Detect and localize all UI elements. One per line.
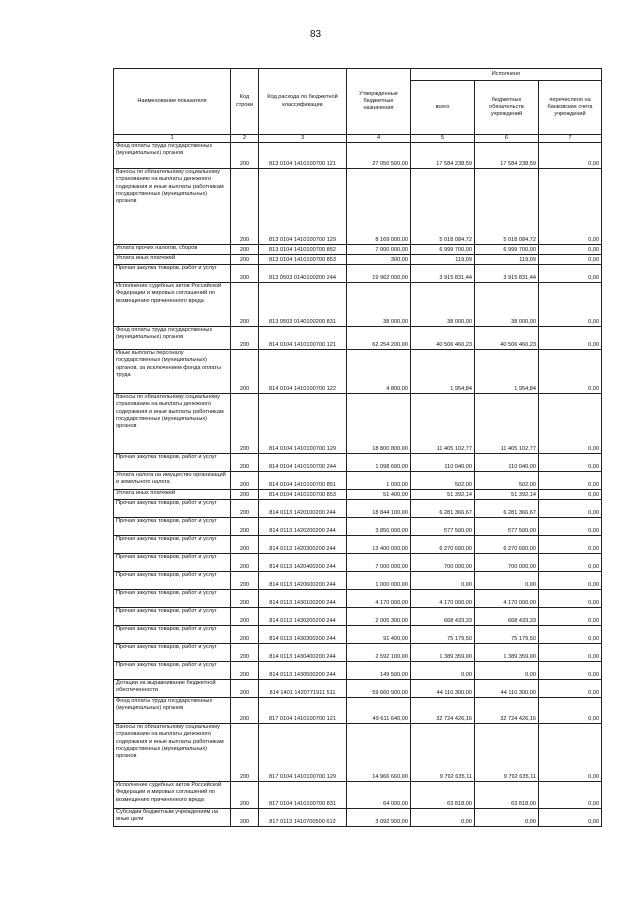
row-line-code: 200	[231, 350, 259, 394]
row-total: 700 000,00	[411, 554, 475, 572]
row-bank-accounts: 0,00	[539, 782, 602, 809]
row-approved: 1 098 600,00	[347, 454, 411, 472]
row-bank-accounts: 0,00	[539, 169, 602, 245]
row-name: Прочая закупка товаров, работ и услуг	[114, 626, 231, 644]
row-name: Прочая закупка товаров, работ и услуг	[114, 608, 231, 626]
row-budget-obligations: 17 584 238,59	[475, 143, 539, 169]
row-expense-code: 813 0104 1410100700 129	[259, 169, 347, 245]
row-approved: 1 000 000,00	[347, 572, 411, 590]
row-approved: 2 592 100,00	[347, 644, 411, 662]
row-line-code: 200	[231, 662, 259, 680]
row-bank-accounts: 0,00	[539, 680, 602, 698]
row-name: Фонд оплаты труда государственных (муниципальных) органов	[114, 327, 231, 350]
row-line-code: 200	[231, 536, 259, 554]
row-budget-obligations: 40 506 460,23	[475, 327, 539, 350]
col-index: 5	[411, 135, 475, 143]
row-approved: 7 000 000,00	[347, 245, 411, 255]
row-line-code: 200	[231, 782, 259, 809]
row-total: 3 915 831,44	[411, 265, 475, 283]
table-row	[114, 698, 602, 724]
row-bank-accounts: 0,00	[539, 472, 602, 490]
row-budget-obligations: 5 018 084,72	[475, 169, 539, 245]
row-bank-accounts: 0,00	[539, 644, 602, 662]
row-expense-code: 817 0113 1410700500 612	[259, 809, 347, 827]
row-expense-code: 814 0113 1420300200 244	[259, 536, 347, 554]
row-budget-obligations: 1 954,84	[475, 350, 539, 394]
row-total: 119,09	[411, 255, 475, 265]
row-total: 9 792 635,11	[411, 724, 475, 782]
table-row	[114, 809, 602, 827]
row-bank-accounts: 0,00	[539, 265, 602, 283]
row-total: 1 954,84	[411, 350, 475, 394]
header-bank-accounts: перечислено на банковские счета учреждений	[539, 81, 602, 135]
row-bank-accounts: 0,00	[539, 490, 602, 500]
row-expense-code: 814 0104 1410100700 122	[259, 350, 347, 394]
row-budget-obligations: 4 170 000,00	[475, 590, 539, 608]
row-line-code: 200	[231, 394, 259, 454]
table-row	[114, 572, 602, 590]
col-index: 7	[539, 135, 602, 143]
row-line-code: 200	[231, 590, 259, 608]
row-approved: 49 611 640,00	[347, 698, 411, 724]
table-row	[114, 608, 602, 626]
table-row	[114, 644, 602, 662]
row-expense-code: 814 0104 1410100700 121	[259, 327, 347, 350]
row-approved: 149 500,00	[347, 662, 411, 680]
row-expense-code: 814 0113 1420100200 244	[259, 500, 347, 518]
row-name: Прочая закупка товаров, работ и услуг	[114, 454, 231, 472]
table-row	[114, 283, 602, 327]
row-budget-obligations: 3 915 831,44	[475, 265, 539, 283]
row-budget-obligations: 0,00	[475, 662, 539, 680]
row-budget-obligations: 51 392,14	[475, 490, 539, 500]
col-index: 3	[259, 135, 347, 143]
row-line-code: 200	[231, 680, 259, 698]
row-approved: 27 050 500,00	[347, 143, 411, 169]
column-index-row	[114, 135, 602, 143]
row-expense-code: 814 0113 1420400200 244	[259, 554, 347, 572]
header-approved: Утвержденные бюджетные назначения	[347, 69, 411, 135]
row-total: 0,00	[411, 662, 475, 680]
row-total: 40 506 460,23	[411, 327, 475, 350]
table-row	[114, 518, 602, 536]
row-line-code: 200	[231, 169, 259, 245]
row-expense-code: 814 0113 1430300200 244	[259, 626, 347, 644]
header-expense-code: Код расхода по бюджетной классификации	[259, 69, 347, 135]
row-budget-obligations: 668 433,33	[475, 608, 539, 626]
row-name: Прочая закупка товаров, работ и услуг	[114, 662, 231, 680]
row-line-code: 200	[231, 500, 259, 518]
table-row	[114, 454, 602, 472]
row-approved: 7 000 000,00	[347, 554, 411, 572]
row-line-code: 200	[231, 698, 259, 724]
row-bank-accounts: 0,00	[539, 394, 602, 454]
row-total: 0,00	[411, 572, 475, 590]
header-executed: Исполнено	[411, 69, 602, 81]
row-total: 5 018 084,72	[411, 169, 475, 245]
row-total: 63 818,00	[411, 782, 475, 809]
row-approved: 13 400 000,00	[347, 536, 411, 554]
row-total: 502,00	[411, 472, 475, 490]
row-approved: 14 966 660,00	[347, 724, 411, 782]
row-bank-accounts: 0,00	[539, 454, 602, 472]
table-row	[114, 680, 602, 698]
header-budget-obligations: бюджетных обязательств учреждений	[475, 81, 539, 135]
table-row	[114, 626, 602, 644]
row-line-code: 200	[231, 554, 259, 572]
row-name: Взносы по обязательному социальному страхованию на выплаты денежного содержания и иные выплаты работникам государственных (муниципальных) органов	[114, 394, 231, 454]
row-bank-accounts: 0,00	[539, 554, 602, 572]
row-bank-accounts: 0,00	[539, 500, 602, 518]
row-name: Взносы по обязательному социальному страхованию на выплаты денежного содержания и иные выплаты работникам государственных (муниципальных) органов	[114, 724, 231, 782]
row-approved: 91 400,00	[347, 626, 411, 644]
row-budget-obligations: 700 000,00	[475, 554, 539, 572]
table-row	[114, 265, 602, 283]
table-row	[114, 724, 602, 782]
header-name: Наименование показателя	[114, 69, 231, 135]
row-total: 577 500,00	[411, 518, 475, 536]
row-budget-obligations: 63 818,00	[475, 782, 539, 809]
row-total: 75 179,50	[411, 626, 475, 644]
row-line-code: 200	[231, 809, 259, 827]
row-total: 6 270 600,00	[411, 536, 475, 554]
row-approved: 64 000,00	[347, 782, 411, 809]
row-approved: 1 000,00	[347, 472, 411, 490]
row-bank-accounts: 0,00	[539, 809, 602, 827]
row-expense-code: 817 0104 1410100700 129	[259, 724, 347, 782]
row-budget-obligations: 75 179,50	[475, 626, 539, 644]
row-name: Субсидии бюджетным учреждениям на иные цели	[114, 809, 231, 827]
row-name: Взносы по обязательному социальному страхованию на выплаты денежного содержания и иные выплаты работникам государственных (муниципальных) органов	[114, 169, 231, 245]
table-row	[114, 143, 602, 169]
table-row	[114, 472, 602, 490]
row-expense-code: 817 0104 1410100700 831	[259, 782, 347, 809]
row-expense-code: 813 0104 1410100700 853	[259, 255, 347, 265]
row-budget-obligations: 577 500,00	[475, 518, 539, 536]
row-line-code: 200	[231, 518, 259, 536]
row-line-code: 200	[231, 472, 259, 490]
row-name: Прочая закупка товаров, работ и услуг	[114, 518, 231, 536]
row-expense-code: 814 0113 1430100200 244	[259, 590, 347, 608]
row-budget-obligations: 38 000,00	[475, 283, 539, 327]
row-bank-accounts: 0,00	[539, 626, 602, 644]
table-row	[114, 782, 602, 809]
col-index: 1	[114, 135, 231, 143]
row-budget-obligations: 119,09	[475, 255, 539, 265]
row-line-code: 200	[231, 454, 259, 472]
row-line-code: 200	[231, 490, 259, 500]
row-approved: 2 005 300,00	[347, 608, 411, 626]
col-index: 6	[475, 135, 539, 143]
row-line-code: 200	[231, 644, 259, 662]
row-total: 668 433,33	[411, 608, 475, 626]
row-name: Прочая закупка товаров, работ и услуг	[114, 536, 231, 554]
table-row	[114, 350, 602, 394]
row-name: Уплата налога на имущество организаций и земельного налога	[114, 472, 231, 490]
row-budget-obligations: 6 270 600,00	[475, 536, 539, 554]
row-line-code: 200	[231, 143, 259, 169]
row-name: Прочая закупка товаров, работ и услуг	[114, 500, 231, 518]
row-name: Прочая закупка товаров, работ и услуг	[114, 644, 231, 662]
row-bank-accounts: 0,00	[539, 608, 602, 626]
row-bank-accounts: 0,00	[539, 255, 602, 265]
row-approved: 8 169 000,00	[347, 169, 411, 245]
row-expense-code: 817 0104 1410100700 121	[259, 698, 347, 724]
row-total: 44 110 300,00	[411, 680, 475, 698]
row-approved: 51 400,00	[347, 490, 411, 500]
row-total: 0,00	[411, 809, 475, 827]
row-name: Фонд оплаты труда государственных (муниципальных) органов	[114, 143, 231, 169]
col-index: 4	[347, 135, 411, 143]
table-row	[114, 662, 602, 680]
row-bank-accounts: 0,00	[539, 536, 602, 554]
table-row	[114, 394, 602, 454]
row-total: 38 000,00	[411, 283, 475, 327]
row-name: Фонд оплаты труда государственных (муниципальных) органов	[114, 698, 231, 724]
row-line-code: 200	[231, 572, 259, 590]
row-budget-obligations: 6 999 700,00	[475, 245, 539, 255]
table-row	[114, 169, 602, 245]
row-line-code: 200	[231, 724, 259, 782]
row-expense-code: 814 0113 1420200200 244	[259, 518, 347, 536]
table-row	[114, 245, 602, 255]
row-bank-accounts: 0,00	[539, 350, 602, 394]
row-expense-code: 813 0503 0140100200 831	[259, 283, 347, 327]
row-total: 1 389 359,00	[411, 644, 475, 662]
row-expense-code: 814 1401 1420771911 511	[259, 680, 347, 698]
table-row	[114, 590, 602, 608]
row-approved: 62 254 200,00	[347, 327, 411, 350]
row-name: Прочая закупка товаров, работ и услуг	[114, 554, 231, 572]
row-expense-code: 814 0113 1430400200 244	[259, 644, 347, 662]
row-bank-accounts: 0,00	[539, 245, 602, 255]
header-line-code: Код строки	[231, 69, 259, 135]
row-bank-accounts: 0,00	[539, 590, 602, 608]
table-body	[114, 143, 602, 827]
row-line-code: 200	[231, 608, 259, 626]
row-line-code: 200	[231, 245, 259, 255]
row-bank-accounts: 0,00	[539, 143, 602, 169]
row-expense-code: 813 0503 0140100200 244	[259, 265, 347, 283]
row-bank-accounts: 0,00	[539, 327, 602, 350]
row-name: Уплата прочих налогов, сборов	[114, 245, 231, 255]
row-name: Исполнение судебных актов Российской Федерации и мировых соглашений по возмещению причиненного вреда	[114, 782, 231, 809]
row-budget-obligations: 0,00	[475, 572, 539, 590]
row-expense-code: 814 0104 1410100700 129	[259, 394, 347, 454]
row-total: 6 281 366,67	[411, 500, 475, 518]
table-row	[114, 490, 602, 500]
row-line-code: 200	[231, 255, 259, 265]
row-line-code: 200	[231, 283, 259, 327]
row-expense-code: 814 0104 1410100700 244	[259, 454, 347, 472]
row-expense-code: 814 0104 1410100700 853	[259, 490, 347, 500]
row-bank-accounts: 0,00	[539, 283, 602, 327]
row-name: Прочая закупка товаров, работ и услуг	[114, 572, 231, 590]
budget-execution-table	[113, 68, 602, 827]
row-bank-accounts: 0,00	[539, 662, 602, 680]
row-name: Дотации на выравнивание бюджетной обеспеченности	[114, 680, 231, 698]
row-bank-accounts: 0,00	[539, 698, 602, 724]
row-approved: 3 850 000,00	[347, 518, 411, 536]
row-approved: 18 800 800,00	[347, 394, 411, 454]
header-total: всего	[411, 81, 475, 135]
row-total: 110 040,00	[411, 454, 475, 472]
row-total: 6 999 700,00	[411, 245, 475, 255]
row-name: Прочая закупка товаров, работ и услуг	[114, 590, 231, 608]
row-expense-code: 813 0104 1410100700 852	[259, 245, 347, 255]
page-number: 83	[309, 29, 322, 40]
row-approved: 19 962 000,00	[347, 265, 411, 283]
row-name: Исполнение судебных актов Российской Федерации и мировых соглашений по возмещению причиненного вреда	[114, 283, 231, 327]
row-bank-accounts: 0,00	[539, 572, 602, 590]
row-line-code: 200	[231, 265, 259, 283]
row-budget-obligations: 44 110 300,00	[475, 680, 539, 698]
row-name: Иные выплаты персоналу государственных (муниципальных) органов, за исключением фонда оплаты труда	[114, 350, 231, 394]
table-row	[114, 255, 602, 265]
row-approved: 59 660 900,00	[347, 680, 411, 698]
row-budget-obligations: 502,00	[475, 472, 539, 490]
row-expense-code: 814 0113 1430200200 244	[259, 608, 347, 626]
row-budget-obligations: 11 405 102,77	[475, 394, 539, 454]
row-budget-obligations: 9 792 635,11	[475, 724, 539, 782]
table-header	[114, 69, 602, 143]
row-bank-accounts: 0,00	[539, 724, 602, 782]
row-expense-code: 813 0104 1410100700 121	[259, 143, 347, 169]
row-line-code: 200	[231, 626, 259, 644]
row-expense-code: 814 0104 1410100700 851	[259, 472, 347, 490]
row-budget-obligations: 0,00	[475, 809, 539, 827]
row-total: 11 405 102,77	[411, 394, 475, 454]
row-total: 32 724 426,16	[411, 698, 475, 724]
row-approved: 18 844 100,00	[347, 500, 411, 518]
row-budget-obligations: 6 281 366,67	[475, 500, 539, 518]
row-name: Уплата иных платежей	[114, 255, 231, 265]
row-budget-obligations: 32 724 426,16	[475, 698, 539, 724]
row-approved: 4 800,00	[347, 350, 411, 394]
table-row	[114, 554, 602, 572]
row-approved: 3 092 900,00	[347, 809, 411, 827]
row-expense-code: 814 0113 1420600200 244	[259, 572, 347, 590]
row-budget-obligations: 1 389 359,00	[475, 644, 539, 662]
row-name: Прочая закупка товаров, работ и услуг	[114, 265, 231, 283]
table-row	[114, 536, 602, 554]
row-total: 17 584 238,59	[411, 143, 475, 169]
table-row	[114, 500, 602, 518]
row-expense-code: 814 0113 1430500200 244	[259, 662, 347, 680]
row-total: 51 392,14	[411, 490, 475, 500]
row-approved: 4 170 000,00	[347, 590, 411, 608]
row-total: 4 170 000,00	[411, 590, 475, 608]
row-name: Уплата иных платежей	[114, 490, 231, 500]
row-bank-accounts: 0,00	[539, 518, 602, 536]
table-row	[114, 327, 602, 350]
row-approved: 38 000,00	[347, 283, 411, 327]
row-approved: 300,00	[347, 255, 411, 265]
row-budget-obligations: 110 040,00	[475, 454, 539, 472]
row-line-code: 200	[231, 327, 259, 350]
col-index: 2	[231, 135, 259, 143]
